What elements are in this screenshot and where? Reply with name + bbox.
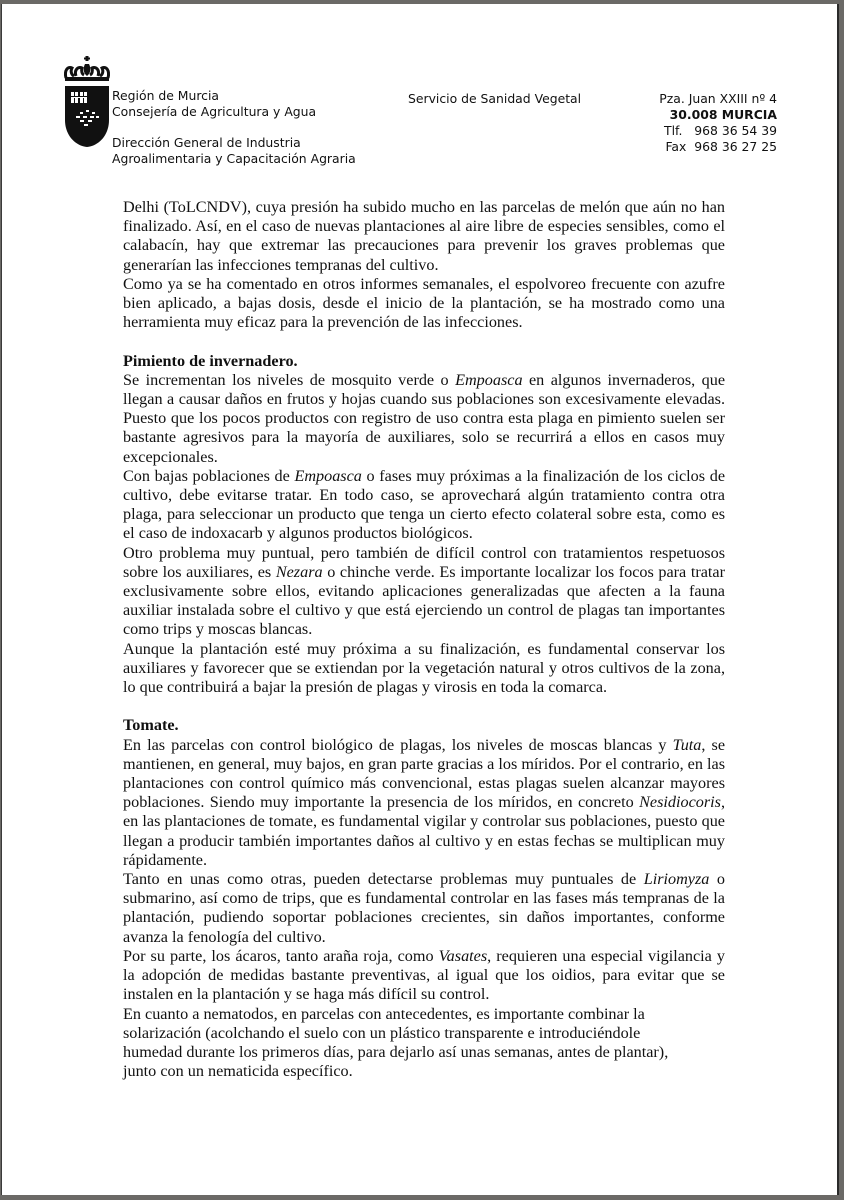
text-line: En cuanto a nematodos, en parcelas con antecedentes, es importante combinar la bbox=[123, 1004, 645, 1023]
text: , en las plantaciones de tomate, es fundamental vigilar y controlar sus poblaciones, puesto que llegan a producir también importantes daños al cultivo y en estas fechas se multiplican muy rápidamente. bbox=[123, 793, 725, 869]
species-name: Vasates bbox=[438, 946, 488, 965]
section-heading-pimiento: Pimiento de invernadero. bbox=[123, 351, 298, 370]
pimiento-paragraph-2 bbox=[123, 467, 725, 544]
text: , se mantienen, en general, muy bajos, en gran parte gracias a los míridos. Por el contrario, en las plantaciones con control químico más convencional, estas plagas suelen alcanzar mayores poblaciones. Siendo muy importante la presencia de los míridos, en concreto bbox=[123, 735, 726, 812]
tomate-paragraph-1 bbox=[123, 736, 725, 870]
text: o submarino, así como de trips, que es fundamental controlar en las fases más tempranas de la plantación, pudiendo soportar poblaciones crecientes, sin daños importantes, conforme avanza la fenología del cultivo. bbox=[123, 870, 726, 946]
text-line: solarización (acolchando el suelo con un plástico transparente e introduciéndole bbox=[123, 1023, 641, 1042]
text: Con bajas poblaciones de bbox=[123, 466, 295, 485]
document-page bbox=[1, 4, 839, 1195]
intro-paragraph-1: Delhi (ToLCNDV), cuya presión ha subido mucho en las parcelas de melón que aún no han finalizado. Así, en el caso de nuevas plantaciones al aire libre de especies sensibles, como el calabacín, hay que extremar las precauciones para prevenir los graves problemas que generarían las infecciones tempranas del cultivo. bbox=[123, 198, 725, 274]
header-address bbox=[659, 91, 777, 155]
address-street: Pza. Juan XXIII nº 4 bbox=[659, 91, 777, 106]
text: Tanto en unas como otras, pueden detectarse problemas muy puntuales de bbox=[123, 870, 644, 889]
address-city: 30.008 MURCIA bbox=[669, 107, 777, 122]
directorate-line-1: Dirección General de Industria bbox=[112, 135, 301, 150]
tomate-paragraph-3 bbox=[123, 947, 725, 1005]
document-body bbox=[123, 198, 725, 1081]
text: Por su parte, los ácaros, tanto araña roja, como bbox=[123, 946, 439, 965]
directorate-line-2: Agroalimentaria y Capacitación Agraria bbox=[112, 151, 356, 166]
text: en algunos invernaderos, que llegan a causar daños en frutos y hojas cuando sus poblaciones son excesivamente elevadas. Puesto que los pocos productos con registro de uso contra esta plaga en pimiento suelen ser bastante agresivos para la mayoría de auxiliares, solo se recurrirá a ellos en casos muy excepcionales. bbox=[123, 370, 725, 466]
intro-paragraph-2: Como ya se ha comentado en otros informes semanales, el espolvoreo frecuente con azufre bien aplicado, a bajas dosis, desde el inicio de la plantación, se ha mostrado como una herramienta muy eficaz para la prevención de las infecciones. bbox=[123, 274, 725, 332]
header-organization bbox=[112, 88, 316, 120]
address-fax: Fax 968 36 27 25 bbox=[665, 139, 777, 154]
tomate-paragraph-2 bbox=[123, 870, 725, 947]
org-department: Consejería de Agricultura y Agua bbox=[112, 104, 317, 119]
species-name: Tuta bbox=[672, 735, 702, 754]
text: Otro problema muy puntual, pero también de difícil control con tratamientos respetuosos sobre los auxiliares, es bbox=[123, 543, 725, 581]
species-name: Empoasca bbox=[294, 466, 362, 485]
pimiento-paragraph-3 bbox=[123, 544, 725, 640]
species-name: Nezara bbox=[275, 562, 323, 581]
species-name: Liriomyza bbox=[643, 870, 710, 889]
coat-of-arms-icon bbox=[62, 56, 112, 148]
header-directorate bbox=[112, 135, 356, 167]
species-name: Empoasca bbox=[455, 370, 523, 389]
header-service: Servicio de Sanidad Vegetal bbox=[408, 91, 582, 106]
species-name: Nesidiocoris bbox=[639, 793, 721, 812]
pimiento-paragraph-4: Aunque la plantación esté muy próxima a su finalización, es fundamental conservar los auxiliares y favorecer que se extiendan por la vegetación natural y otros cultivos de la zona, lo que contribuirá a bajar la presión de plagas y virosis en toda la comarca. bbox=[123, 639, 725, 697]
text: Se incrementan los niveles de mosquito verde o bbox=[123, 370, 456, 389]
text-line: junto con un nematicida específico. bbox=[123, 1062, 353, 1081]
org-name: Región de Murcia bbox=[112, 88, 219, 103]
address-phone: Tlf. 968 36 54 39 bbox=[664, 123, 777, 138]
text: En las parcelas con control biológico de plagas, los niveles de moscas blancas y bbox=[123, 735, 673, 754]
tomate-paragraph-4 bbox=[123, 1005, 725, 1082]
text: o fases muy próximas a la finalización de los ciclos de cultivo, debe evitarse tratar. En todo caso, se aprovechará algún tratamiento contra otra plaga, para seleccionar un producto que tenga un cierto efecto colateral sobre esta, como es el caso de indoxacarb y algunos productos biológicos. bbox=[123, 466, 726, 543]
pimiento-paragraph-1 bbox=[123, 371, 725, 467]
section-heading-tomate: Tomate. bbox=[123, 716, 179, 735]
text: o chinche verde. Es importante localizar los focos para tratar exclusivamente sobre ellos, evitando aplicaciones generalizadas que afecten a la fauna auxiliar instalada sobre el cultivo y que está ejerciendo un control de plagas tan importantes como trips y moscas blancas. bbox=[123, 562, 725, 639]
text: , requieren una especial vigilancia y la adopción de medidas bastante preventivas, al igual que los oidios, para evitar que se instalen en la plantación y se haga más difícil su control. bbox=[123, 946, 725, 1004]
text-line: humedad durante los primeros días, para dejarlo así unas semanas, antes de plantar), bbox=[123, 1042, 669, 1061]
